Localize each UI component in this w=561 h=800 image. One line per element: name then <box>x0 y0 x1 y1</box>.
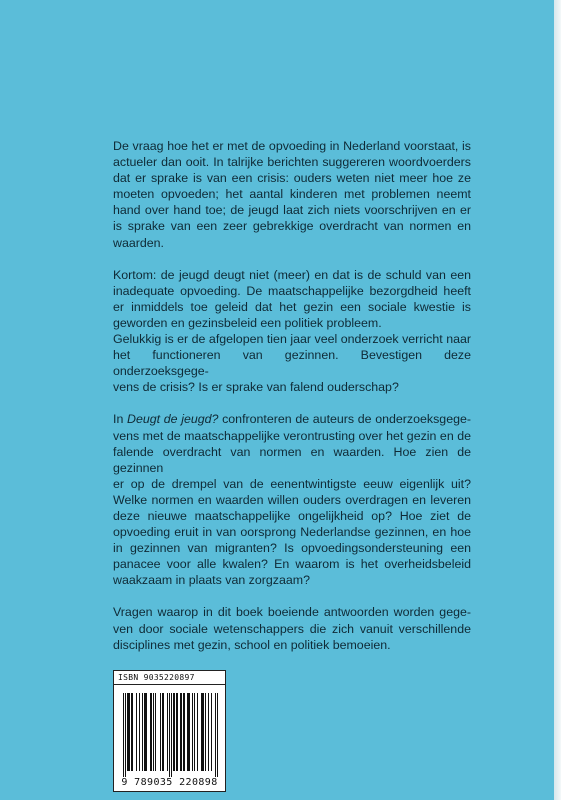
barcode-bar <box>163 693 164 771</box>
barcode-bar <box>205 693 206 771</box>
barcode-bar <box>202 693 203 771</box>
text-line: falende overdracht van normen en waarden. Hoe zien de gezinnen <box>113 444 471 475</box>
text-line: in gezinnen van migranten? Is opvoedingsondersteuning een <box>113 541 471 556</box>
barcode-bar <box>131 693 132 771</box>
barcode-bar <box>167 693 168 771</box>
barcode-bar <box>201 693 202 771</box>
text-fragment: In <box>113 412 128 427</box>
text-line <box>113 411 471 427</box>
text-line: dat er sprake is van een crisis: ouders weten niet meer hoe ze <box>113 171 471 186</box>
barcode-bar <box>217 693 218 777</box>
text-line: waarden. <box>113 235 164 250</box>
barcode-bar <box>177 693 178 771</box>
barcode-bar <box>146 693 147 771</box>
barcode-bar <box>173 693 174 771</box>
barcode-bars <box>123 693 218 777</box>
barcode-bar <box>125 693 126 777</box>
barcode-bar <box>188 693 189 771</box>
text-line: inadequate opvoeding. De maatschappelijke bezorgdheid heeft <box>113 283 471 298</box>
text-line: moeten opvoeden; het aantal kinderen met problemen neemt <box>113 187 471 202</box>
text-line: Kortom: de jeugd deugt niet (meer) en dat is de schuld van een <box>113 267 471 282</box>
barcode-bar <box>144 693 145 771</box>
barcode-bar <box>203 693 204 771</box>
barcode-bar <box>145 693 146 771</box>
barcode-bar <box>192 693 193 771</box>
barcode-bar <box>197 693 198 771</box>
ean-digits: 9 789035 220898 <box>121 777 218 788</box>
barcode-bar <box>155 693 156 771</box>
text-line: is sprake van een zeer gebrekkige overdracht van normen en <box>113 219 471 234</box>
isbn-barcode <box>113 670 226 792</box>
divider <box>114 684 225 685</box>
barcode-bar <box>194 693 195 771</box>
barcode-bar <box>139 693 140 771</box>
barcode-bar <box>208 693 209 771</box>
text-line: deze nieuwe maatschappelijke ongelijkheid op? Hoe ziet de <box>113 508 471 523</box>
text-line: Welke normen en waarden willen ouders overdragen en leveren <box>113 492 471 507</box>
barcode-bar <box>189 693 190 771</box>
text-line: De vraag hoe het er met de opvoeding in Nederland voorstaat, is <box>113 139 471 153</box>
barcode-bar <box>127 693 128 771</box>
barcode-bar <box>180 693 181 771</box>
barcode-bar <box>123 693 124 777</box>
text-line: geworden en gezinsbeleid een politiek probleem. <box>113 315 382 330</box>
text-line: disciplines met gezin, school en politiek bemoeien. <box>113 637 391 652</box>
blurb-paragraph-1 <box>113 138 471 251</box>
barcode-bar <box>132 693 133 771</box>
text-line: ven door sociale wetenschappers die zich vanuit verschillende <box>113 621 471 636</box>
barcode-bar <box>153 693 154 771</box>
barcode-bar <box>129 693 130 771</box>
text-line: opvoeding eruit in van oorsprong Nederlandse gezinnen, en hoe <box>113 525 471 540</box>
text-line: actueler dan ooit. In talrijke berichten suggereren woordvoerders <box>113 155 471 170</box>
barcode-bar <box>136 693 137 771</box>
book-title-inline: Deugt de jeugd? <box>127 412 219 427</box>
page-edge <box>554 0 561 800</box>
blurb-text <box>113 138 471 669</box>
barcode-bar <box>169 693 170 777</box>
barcode-bar <box>151 693 152 771</box>
barcode-bar <box>176 693 177 771</box>
barcode-bar <box>174 693 175 771</box>
barcode-bar <box>150 693 151 771</box>
isbn-label: ISBN 9035220897 <box>118 673 195 682</box>
text-line: vens de crisis? Is er sprake van falend ouderschap? <box>113 380 399 395</box>
barcode-bar <box>181 693 182 771</box>
barcode-bar <box>184 693 185 771</box>
text-fragment: confronteren de auteurs de onderzoeksgege- <box>218 412 471 427</box>
text-line: er inmiddels toe geleid dat het gezin een sociale kwestie is <box>113 299 471 314</box>
barcode-bar <box>162 693 163 771</box>
barcode-bar <box>160 693 161 771</box>
barcode-bar <box>128 693 129 771</box>
blurb-paragraph-2 <box>113 267 471 396</box>
text-line: Vragen waarop in dit boek boeiende antwoorden worden gege- <box>113 605 471 620</box>
barcode-bar <box>171 693 172 777</box>
text-line: het functioneren van gezinnen. Bevestigen deze onderzoeksgege- <box>113 348 471 379</box>
blurb-paragraph-3 <box>113 411 471 588</box>
barcode-bar <box>183 693 184 771</box>
barcode-bar <box>211 693 212 771</box>
blurb-paragraph-4 <box>113 604 471 652</box>
text-line: Gelukkig is er de afgelopen tien jaar veel onderzoek verricht naar <box>113 332 471 347</box>
barcode-bar <box>215 693 216 777</box>
text-line: er op de drempel van de eenentwintigste eeuw eigenlijk uit? <box>113 476 471 491</box>
text-line: vens met de maatschappelijke verontrusting over het gezin en de <box>113 428 471 443</box>
barcode-bar <box>187 693 188 771</box>
text-line: waakzaam in plaats van zorgzaam? <box>113 573 310 588</box>
barcode-bar <box>142 693 143 771</box>
text-line: hand over hand toe; de jeugd laat zich niets voorschrijven en er <box>113 203 471 218</box>
text-line: panacee voor alle kwalen? En waarom is het overheidsbeleid <box>113 557 471 572</box>
